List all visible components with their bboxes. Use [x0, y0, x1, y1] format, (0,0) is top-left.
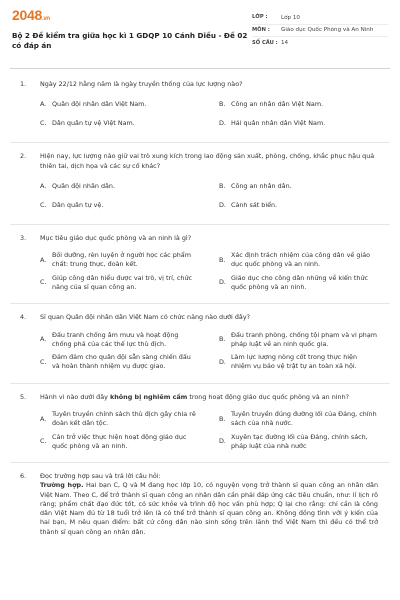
option-text: Đấu tranh chống âm mưu và hoạt động chống phá của các thế lực thù địch.	[52, 330, 179, 348]
option-letter: A.	[40, 335, 47, 344]
question-5	[0, 393, 400, 455]
option-a[interactable]	[40, 331, 199, 350]
question-emphasis: không bị nghiêm cấm	[109, 392, 188, 401]
option-text: Xác định trách nhiệm của công dân về giáo dục quốc phòng và an ninh.	[231, 251, 371, 269]
question-separator	[10, 303, 390, 304]
meta-value: Giáo dục Quốc Phòng và An Ninh	[281, 27, 374, 34]
question-1	[0, 80, 400, 135]
question-separator	[10, 383, 390, 384]
option-b[interactable]	[219, 251, 378, 270]
case-label: Trường hợp.	[40, 481, 84, 490]
question-intro: Đọc trường hợp sau và trả lời câu hỏi:	[40, 472, 161, 481]
question-text-end: trong hoạt động giáo dục quốc phòng và an ninh?	[187, 392, 350, 401]
question-number: 5.	[20, 392, 27, 401]
option-text: Giáo dục cho công dân những về kiến thức quốc phòng và an ninh.	[231, 273, 369, 291]
option-text: Công an nhân dân.	[231, 181, 292, 190]
option-text: Giúp công dân hiểu được vai trò, vị trí, chức năng của sĩ quan công an.	[52, 273, 193, 291]
options	[40, 331, 378, 376]
question-2	[0, 152, 400, 217]
option-text: Làm lực lượng nòng cốt trong thực hiện nhiệm vụ bảo vệ trật tự an toàn xã hội.	[231, 353, 358, 371]
option-text: Hải quân nhân dân Việt Nam.	[231, 119, 326, 128]
question-text: Ngày 22/12 hằng năm là ngày truyền thống của lực lượng nào?	[40, 80, 243, 88]
option-letter: D.	[219, 437, 226, 446]
option-c[interactable]	[40, 198, 199, 213]
question-text	[40, 393, 378, 402]
option-text: Cảnh sát biển.	[231, 200, 278, 209]
option-letter: D.	[219, 357, 226, 366]
question-separator	[10, 462, 390, 463]
option-text: Dân quân tự vệ.	[52, 200, 104, 209]
option-text: Quân đội nhân dân.	[52, 181, 116, 190]
option-letter: B.	[219, 414, 226, 423]
option-text: Đấu tranh phòng, chống tội phạm và vi phạm pháp luật về an ninh quốc gia.	[231, 330, 377, 348]
option-letter: C.	[40, 278, 47, 287]
option-letter: B.	[219, 255, 226, 264]
option-text: Tuyên truyền đúng đường lối của Đảng, chính sách của nhà nước.	[231, 409, 377, 428]
site-logo[interactable]: 2048.vn	[12, 7, 50, 23]
option-letter: C.	[40, 200, 47, 209]
option-text: Quân đội nhân dân Việt Nam.	[52, 100, 147, 109]
option-letter: A.	[40, 100, 47, 109]
option-b[interactable]	[219, 410, 378, 429]
case-body: Hai bạn C, Q và M đang học lớp 10, có nguyện vọng trở thành sĩ quan công an nhân dân Việt Nam. Theo C, để trở thành sĩ quan công an nhân dân cần phải đáp ứng các tiêu chuẩn, như: lí lịch rõ ràng; phẩm chất đạo đức tốt, có sức khỏe và trình độ học vấn phù hợp; Q lại cho rằng: chỉ cần là công dân Việt Nam đủ từ 18 tuổi trở lên là có thể trở thành sĩ quan công an. Không đồng tình với ý kiến của hai bạn, M nêu quan điểm: bất cứ công dân nào sinh sống trên lãnh thổ Việt Nam thì đều có thể trở thành sĩ quan công an nhân dân.	[40, 481, 378, 536]
options	[40, 410, 378, 455]
option-letter: C.	[40, 357, 47, 366]
option-c[interactable]	[40, 274, 199, 293]
question-number: 3.	[20, 233, 27, 242]
option-c[interactable]	[40, 433, 199, 452]
meta-label: MÔN :	[252, 26, 270, 33]
option-a[interactable]	[40, 251, 199, 270]
option-a[interactable]	[40, 410, 199, 429]
question-text: Mục tiêu giáo dục quốc phòng và an ninh là gì?	[40, 233, 192, 242]
option-text: Cản trở việc thực hiện hoạt động giáo dục quốc phòng và an ninh.	[52, 432, 187, 450]
option-letter: B.	[219, 100, 226, 109]
option-c[interactable]	[40, 116, 199, 131]
option-b[interactable]	[219, 97, 378, 112]
option-letter: D.	[219, 200, 226, 209]
question-separator	[10, 142, 390, 143]
option-d[interactable]	[219, 433, 378, 452]
option-b[interactable]	[219, 179, 378, 194]
option-letter: A.	[40, 414, 47, 423]
option-text: Tuyên truyền chính sách thù địch gây chia rẽ đoàn kết dân tộc.	[52, 409, 196, 428]
option-letter: C.	[40, 437, 47, 446]
meta-value: Lớp 10	[281, 14, 300, 21]
option-a[interactable]	[40, 179, 199, 194]
meta-label: SỐ CÂU :	[252, 39, 278, 46]
logo-suffix: .vn	[41, 16, 50, 22]
option-letter: B.	[219, 335, 226, 344]
meta-value: 14	[281, 40, 289, 47]
question-text-start: Hành vi nào dưới đây	[40, 392, 110, 401]
option-letter: B.	[219, 181, 226, 190]
option-d[interactable]	[219, 353, 378, 372]
question-3	[0, 234, 400, 296]
option-a[interactable]	[40, 97, 199, 112]
option-letter: D.	[219, 119, 226, 128]
option-letter: A.	[40, 255, 47, 264]
option-d[interactable]	[219, 116, 378, 131]
question-text: Sĩ quan Quân đội nhân dân Việt Nam có chức năng nào dưới đây?	[40, 313, 250, 322]
question-number: 1.	[20, 80, 27, 88]
document-title: Bộ 2 Đề kiểm tra giữa học kì 1 GDQP 10 Cánh Diều - Đề 02 có đáp án	[12, 31, 248, 50]
options	[40, 179, 378, 217]
question-number: 6.	[20, 472, 27, 481]
case-study-text	[40, 481, 378, 537]
option-letter: A.	[40, 181, 47, 190]
option-b[interactable]	[219, 331, 378, 350]
options	[40, 97, 378, 135]
option-d[interactable]	[219, 198, 378, 213]
question-text: Hiện nay, lực lượng nào giữ vai trò xung kích trong lao động sản xuất, phòng, chống, khắc phục hậu quả thiên tai, dịch họa và các sự cố khác?	[40, 152, 375, 170]
question-number: 2.	[20, 152, 27, 161]
document-meta	[252, 12, 388, 50]
option-c[interactable]	[40, 353, 199, 372]
option-letter: D.	[219, 278, 226, 287]
option-text: Dân quân tự vệ Việt Nam.	[52, 119, 135, 128]
meta-label: LỚP :	[252, 14, 268, 21]
meta-row-subject	[252, 25, 388, 38]
options	[40, 251, 378, 296]
question-6	[0, 472, 400, 537]
option-text: Công an nhân dân Việt Nam.	[231, 100, 324, 109]
option-text: Xuyên tạc đường lối của Đảng, chính sách, pháp luật của nhà nước	[231, 432, 368, 450]
header-divider	[10, 68, 390, 69]
option-text: Đảm đảm cho quân đội sẵn sàng chiến đấu và hoàn thành nhiệm vụ được giao.	[52, 353, 191, 371]
question-separator	[10, 224, 390, 225]
option-d[interactable]	[219, 274, 378, 293]
question-4	[0, 313, 400, 375]
page-header	[0, 0, 400, 52]
question-list	[0, 80, 400, 537]
option-letter: C.	[40, 119, 47, 128]
meta-row-count	[252, 37, 388, 50]
meta-row-class	[252, 12, 388, 25]
question-number: 4.	[20, 313, 27, 322]
option-text: Bồi dưỡng, rèn luyện ở người học các phẩm chất: trung thực, đoàn kết.	[52, 251, 191, 269]
